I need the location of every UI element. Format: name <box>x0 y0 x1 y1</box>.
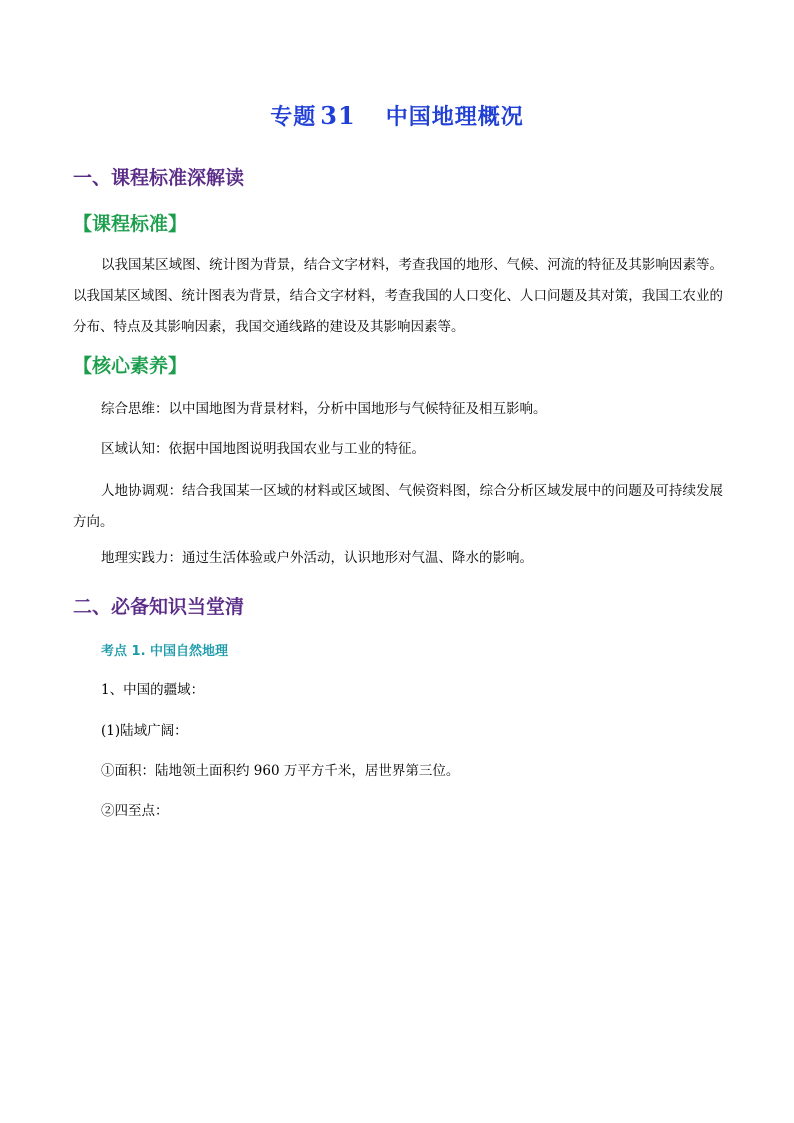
standard-heading: 【课程标准】 <box>73 213 188 235</box>
core-item: 区域认知：依据中国地图说明我国农业与工业的特征。 <box>101 441 425 457</box>
text-line: ①面积：陆地领土面积约 960 万平方千米，居世界第三位。 <box>101 763 460 779</box>
core-item: 地理实践力：通过生活体验或户外活动，认识地形对气温、降水的影响。 <box>101 550 533 566</box>
text-line: ②四至点： <box>101 803 169 819</box>
page-title <box>0 100 794 131</box>
title-number: 31 <box>320 101 356 130</box>
core-item: 综合思维：以中国地图为背景材料，分析中国地形与气候特征及相互影响。 <box>101 401 547 417</box>
title-name: 中国地理概况 <box>385 104 524 130</box>
section1-heading: 一、课程标准深解读 <box>73 167 245 189</box>
core-heading: 【核心素养】 <box>73 355 188 377</box>
title-prefix: 专题 <box>270 104 317 130</box>
text-line: (1)陆域广阔： <box>101 723 188 739</box>
standard-text: 以我国某区域图、统计图为背景，结合文字材料，考查我国的地形、气候、河流的特征及其影响因素等。以我国某区域图、统计图表为背景，结合文字材料，考查我国的人口变化、人口问题及其对策，我国工农业的分布、特点及其影响因素，我国交通线路的建设及其影响因素等。 <box>73 257 723 335</box>
core-item: 人地协调观：结合我国某一区域的材料或区域图、气候资料图，综合分析区域发展中的问题及可持续发展方向。 <box>73 483 723 530</box>
text-line: 1、中国的疆域： <box>101 682 205 698</box>
section2-heading: 二、必备知识当堂清 <box>73 596 245 618</box>
kaodian-label: 考点 1. 中国自然地理 <box>101 644 229 659</box>
